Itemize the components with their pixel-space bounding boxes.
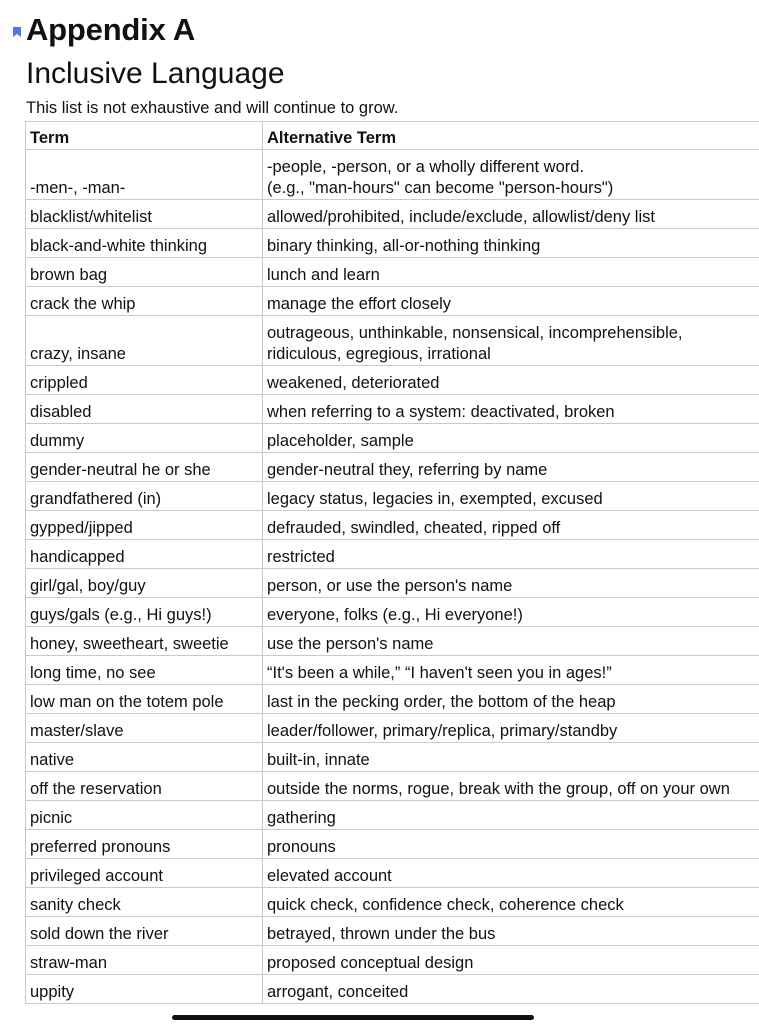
alternative-cell: leader/follower, primary/replica, primary/standby: [263, 714, 759, 743]
table-row: [26, 366, 759, 395]
table-row: [26, 772, 759, 801]
table-row: [26, 946, 759, 975]
table-row: [26, 714, 759, 743]
term-cell: brown bag: [26, 258, 263, 287]
intro-text: This list is not exhaustive and will continue to grow.: [26, 99, 399, 117]
term-cell: crack the whip: [26, 287, 263, 316]
term-cell: crippled: [26, 366, 263, 395]
term-cell: long time, no see: [26, 656, 263, 685]
table-row: [26, 453, 759, 482]
column-header-alternative: Alternative Term: [263, 122, 759, 150]
term-cell: sold down the river: [26, 917, 263, 946]
alternative-cell: defrauded, swindled, cheated, ripped off: [263, 511, 759, 540]
term-cell: dummy: [26, 424, 263, 453]
alternative-cell: outrageous, unthinkable, nonsensical, incomprehensible, ridiculous, egregious, irrational: [263, 316, 759, 366]
term-cell: handicapped: [26, 540, 263, 569]
table-row: [26, 424, 759, 453]
alternative-cell: binary thinking, all-or-nothing thinking: [263, 229, 759, 258]
term-cell: gypped/jipped: [26, 511, 263, 540]
table-row: [26, 316, 759, 366]
alternative-cell: when referring to a system: deactivated, broken: [263, 395, 759, 424]
term-cell: uppity: [26, 975, 263, 1004]
alternative-cell: outside the norms, rogue, break with the group, off on your own: [263, 772, 759, 801]
term-cell: picnic: [26, 801, 263, 830]
table-row: [26, 229, 759, 258]
table-row: [26, 917, 759, 946]
table-row: [26, 511, 759, 540]
term-cell: crazy, insane: [26, 316, 263, 366]
term-cell: blacklist/whitelist: [26, 200, 263, 229]
term-cell: master/slave: [26, 714, 263, 743]
term-cell: girl/gal, boy/guy: [26, 569, 263, 598]
column-header-term: Term: [26, 122, 263, 150]
alternative-cell: placeholder, sample: [263, 424, 759, 453]
bookmark-icon[interactable]: [13, 27, 21, 37]
table-row: [26, 287, 759, 316]
alternative-cell: lunch and learn: [263, 258, 759, 287]
term-cell: -men-, -man-: [26, 150, 263, 200]
alternative-cell: use the person's name: [263, 627, 759, 656]
alternative-cell: weakened, deteriorated: [263, 366, 759, 395]
alternative-cell: manage the effort closely: [263, 287, 759, 316]
alternative-cell: betrayed, thrown under the bus: [263, 917, 759, 946]
term-cell: sanity check: [26, 888, 263, 917]
table-row: [26, 395, 759, 424]
term-cell: off the reservation: [26, 772, 263, 801]
table-header-row: [26, 122, 759, 150]
inclusive-language-table: [25, 121, 759, 1004]
appendix-heading: Appendix A: [26, 12, 196, 47]
alternative-cell: -people, -person, or a wholly different word. (e.g., "man-hours" can become "person-hours"): [263, 150, 759, 200]
term-cell: honey, sweetheart, sweetie: [26, 627, 263, 656]
alternative-cell: “It's been a while,” “I haven't seen you in ages!”: [263, 656, 759, 685]
page-title: Inclusive Language: [26, 57, 285, 90]
term-cell: low man on the totem pole: [26, 685, 263, 714]
alternative-cell: restricted: [263, 540, 759, 569]
term-cell: black-and-white thinking: [26, 229, 263, 258]
alternative-cell: built-in, innate: [263, 743, 759, 772]
alternative-cell: elevated account: [263, 859, 759, 888]
table-row: [26, 685, 759, 714]
table-row: [26, 743, 759, 772]
term-cell: gender-neutral he or she: [26, 453, 263, 482]
table-row: [26, 482, 759, 511]
term-cell: native: [26, 743, 263, 772]
term-cell: grandfathered (in): [26, 482, 263, 511]
table-row: [26, 801, 759, 830]
table-row: [26, 830, 759, 859]
alternative-cell: gathering: [263, 801, 759, 830]
table-row: [26, 200, 759, 229]
table-row: [26, 258, 759, 287]
term-cell: privileged account: [26, 859, 263, 888]
alternative-cell: legacy status, legacies in, exempted, excused: [263, 482, 759, 511]
table-row: [26, 150, 759, 200]
table-row: [26, 540, 759, 569]
table-row: [26, 975, 759, 1004]
term-cell: disabled: [26, 395, 263, 424]
alternative-cell: last in the pecking order, the bottom of the heap: [263, 685, 759, 714]
table-row: [26, 859, 759, 888]
table-row: [26, 888, 759, 917]
alternative-cell: gender-neutral they, referring by name: [263, 453, 759, 482]
table-row: [26, 598, 759, 627]
term-cell: preferred pronouns: [26, 830, 263, 859]
home-indicator[interactable]: [172, 1015, 534, 1020]
table-row: [26, 627, 759, 656]
alternative-cell: person, or use the person's name: [263, 569, 759, 598]
alternative-cell: arrogant, conceited: [263, 975, 759, 1004]
table-body: [26, 150, 759, 1004]
term-cell: guys/gals (e.g., Hi guys!): [26, 598, 263, 627]
alternative-cell: quick check, confidence check, coherence check: [263, 888, 759, 917]
alternative-cell: pronouns: [263, 830, 759, 859]
alternative-cell: allowed/prohibited, include/exclude, allowlist/deny list: [263, 200, 759, 229]
table-row: [26, 656, 759, 685]
term-cell: straw-man: [26, 946, 263, 975]
table-row: [26, 569, 759, 598]
alternative-cell: everyone, folks (e.g., Hi everyone!): [263, 598, 759, 627]
alternative-cell: proposed conceptual design: [263, 946, 759, 975]
